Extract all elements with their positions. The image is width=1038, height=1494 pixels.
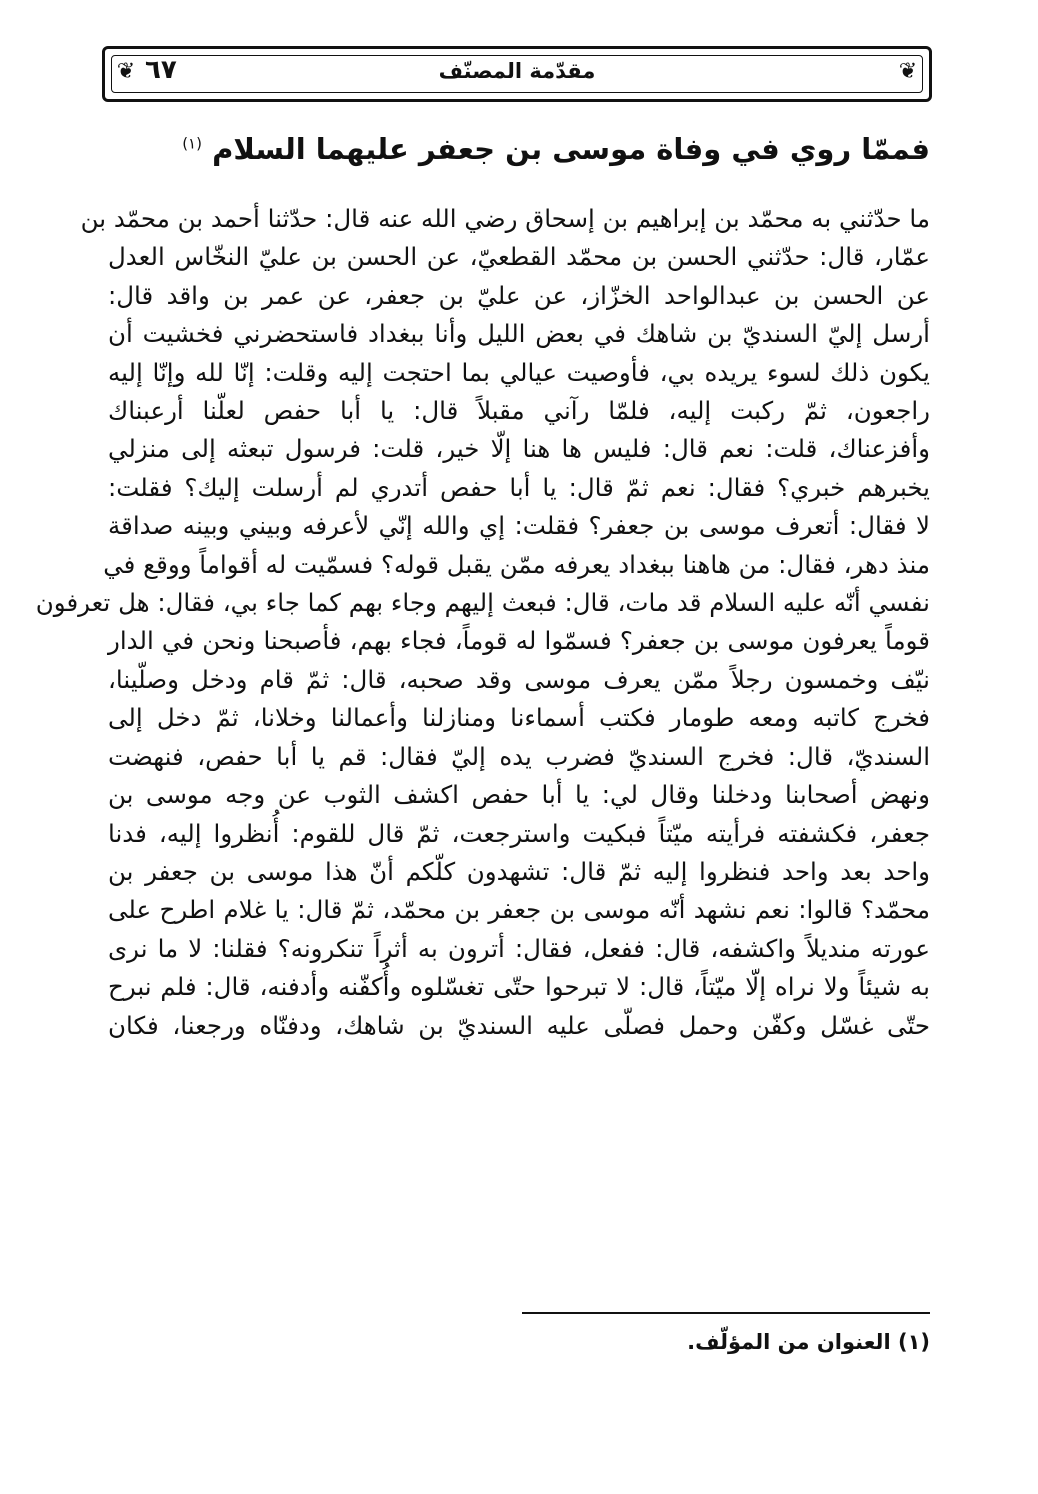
- body-line: عورته منديلاً واكشفه، قال: ففعل، فقال: أترون به أثراً تنكرونه؟ فقلنا: لا ما نرى: [108, 933, 930, 963]
- section-heading-text: فممّا روي في وفاة موسى بن جعفر عليهما السلام: [212, 132, 930, 166]
- footnote: (١) العنوان من المؤلّف.: [687, 1330, 930, 1354]
- body-line: منذ دهر، فقال: من هاهنا ببغداد يعرفه ممّن يقبل قوله؟ فسمّيت له أقواماً ووقع في: [103, 549, 930, 579]
- body-line: نفسي أنّه عليه السلام قد مات، قال: فبعث إليهم وجاء بهم كما جاء بي، فقال: هل تعرفون: [35, 588, 930, 618]
- body-line: عمّار، قال: حدّثني الحسن بن محمّد القطعيّ، عن الحسن بن عليّ النخّاس العدل: [108, 242, 930, 272]
- body-line: ونهض أصحابنا ودخلنا وقال لي: يا أبا حفص اكشف الثوب عن وجه موسى بن: [108, 780, 930, 810]
- body-line: عن الحسن بن عبدالواحد الخزّاز، عن عليّ بن جعفر، عن عمر بن واقد قال:: [108, 280, 930, 310]
- page-number: ٦٧: [145, 55, 177, 85]
- body-line: نيّف وخمسون رجلاً ممّن يعرف موسى وقد صحبه، قال: ثمّ قام ودخل وصلّينا،: [108, 664, 930, 694]
- body-line: حتّى غسّل وكفّن وحمل فصلّى عليه السنديّ بن شاهك، ودفنّاه ورجعنا، فكان: [108, 1010, 930, 1040]
- body-line: يكون ذلك لسوء يريده بي، فأوصيت عيالي بما احتجت إليه وقلت: إنّا لله وإنّا إليه: [108, 357, 930, 387]
- ornament-icon: ❦: [116, 59, 136, 84]
- footnote-reference: (١): [182, 134, 202, 153]
- body-line: به شيئاً ولا نراه إلّا ميّتاً، قال: لا تبرحوا حتّى تغسّلوه وأُكفّنه وأدفنه، قال: فلم نبرح: [108, 972, 930, 1002]
- body-line: قوماً يعرفون موسى بن جعفر؟ فسمّوا له قوماً، فجاء بهم، فأصبحنا ونحن في الدار: [108, 626, 930, 656]
- body-line: لا فقال: أتعرف موسى بن جعفر؟ فقلت: إي والله إنّي لأعرفه وبيني وبينه صداقة: [108, 511, 930, 541]
- body-line: أرسل إليّ السنديّ بن شاهك في بعض الليل وأنا ببغداد فاستحضرني فخشيت أن: [108, 319, 930, 349]
- body-line: ما حدّثني به محمّد بن إبراهيم بن إسحاق رضي الله عنه قال: حدّثنا أحمد بن محمّد بن: [80, 204, 930, 233]
- body-line: فخرج كاتبه ومعه طومار فكتب أسماءنا ومنازلنا وأعمالنا وخلانا، ثمّ دخل إلى: [108, 703, 930, 733]
- body-line: يخبرهم خبري؟ فقال: نعم ثمّ قال: يا أبا حفص أتدري لم أرسلت إليك؟ فقلت:: [108, 472, 930, 502]
- ornament-icon: ❦: [898, 59, 918, 84]
- body-text: [35, 200, 930, 1045]
- running-title: مقدّمة المصنّف: [438, 59, 596, 83]
- body-line: السنديّ، قال: فخرج السنديّ فضرب يده إليّ فقال: قم يا أبا حفص، فنهضت: [108, 741, 930, 771]
- body-line: راجعون، ثمّ ركبت إليه، فلمّا رآني مقبلاً قال: يا أبا حفص لعلّنا أرعبناك: [108, 396, 930, 426]
- body-line: محمّد؟ قالوا: نعم نشهد أنّه موسى بن جعفر بن محمّد، ثمّ قال: يا غلام اطرح على: [108, 895, 930, 925]
- body-line: واحد بعد واحد فنظروا إليه ثمّ قال: تشهدون كلّكم أنّ هذا موسى بن جعفر بن: [108, 856, 930, 886]
- section-heading: [100, 132, 930, 166]
- running-header: [102, 46, 932, 102]
- body-line: جعفر، فكشفته فرأيته ميّتاً فبكيت واسترجعت، ثمّ قال للقوم: أُنظروا إليه، فدنا: [108, 818, 930, 848]
- body-line: وأفزعناك، قلت: نعم قال: فليس ها هنا إلّا خير، قلت: فرسول تبعثه إلى منزلي: [108, 434, 930, 464]
- footnote-divider: [522, 1312, 930, 1314]
